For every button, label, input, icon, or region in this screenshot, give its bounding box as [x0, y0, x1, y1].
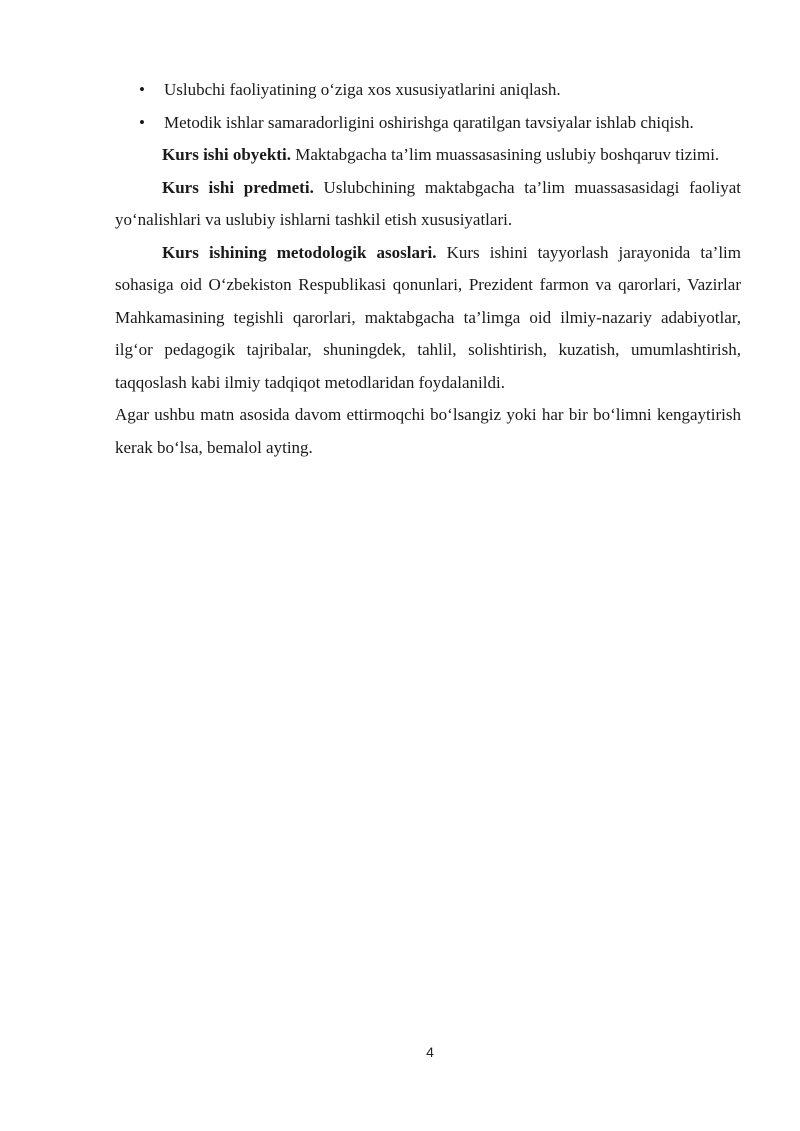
- paragraph-heading: Kurs ishi obyekti.: [162, 145, 291, 164]
- paragraph-text: Maktabgacha ta’lim muassasasining uslubiy boshqaruv tizimi.: [290, 145, 720, 164]
- paragraph-text: Uslubchining maktabgacha ta’lim muassasasidagi faoliyat yo‘nalishlari va uslubiy ishlarni tashkil etish xususiyatlari.: [115, 177, 742, 229]
- bullet-item: [115, 107, 741, 140]
- bullet-icon: •: [139, 80, 145, 99]
- paragraph-text: Kurs ishini tayyorlash jarayonida ta’lim sohasiga oid O‘zbekiston Respublikasi qonunlari, Prezident farmon va qarorlari, Vazirlar Mahkamasining tegishli qarorlari, maktabgacha ta’limga oid ilmiy-nazariy adabiyotlar, ilg‘or pedagogik tajribalar, shuningdek, tahlil, solishtirish, kuzatish, umumlashtirish, taqqoslash kabi ilmiy tadqiqot metodlaridan foydalanildi.: [115, 242, 742, 392]
- bullet-text: Metodik ishlar samaradorligini oshirishga qaratilgan tavsiyalar ishlab chiqish.: [164, 112, 694, 132]
- bullet-list: [115, 74, 741, 139]
- paragraph-object: [115, 139, 741, 172]
- bullet-item: [115, 74, 741, 107]
- bullet-text: Uslubchi faoliyatining o‘ziga xos xususiyatlarini aniqlash.: [164, 80, 561, 99]
- paragraph-heading: Kurs ishining metodologik asoslari.: [162, 242, 437, 262]
- page-number: 4: [426, 1044, 434, 1060]
- paragraph-subject: [115, 172, 741, 237]
- document-body: [115, 74, 741, 464]
- paragraph-methodology: [115, 237, 741, 400]
- closing-paragraph: Agar ushbu matn asosida davom ettirmoqchi bo‘lsangiz yoki har bir bo‘limni kengaytirish kerak bo‘lsa, bemalol ayting.: [115, 405, 741, 457]
- paragraph-heading: Kurs ishi predmeti.: [162, 177, 314, 197]
- bullet-icon: •: [139, 112, 145, 132]
